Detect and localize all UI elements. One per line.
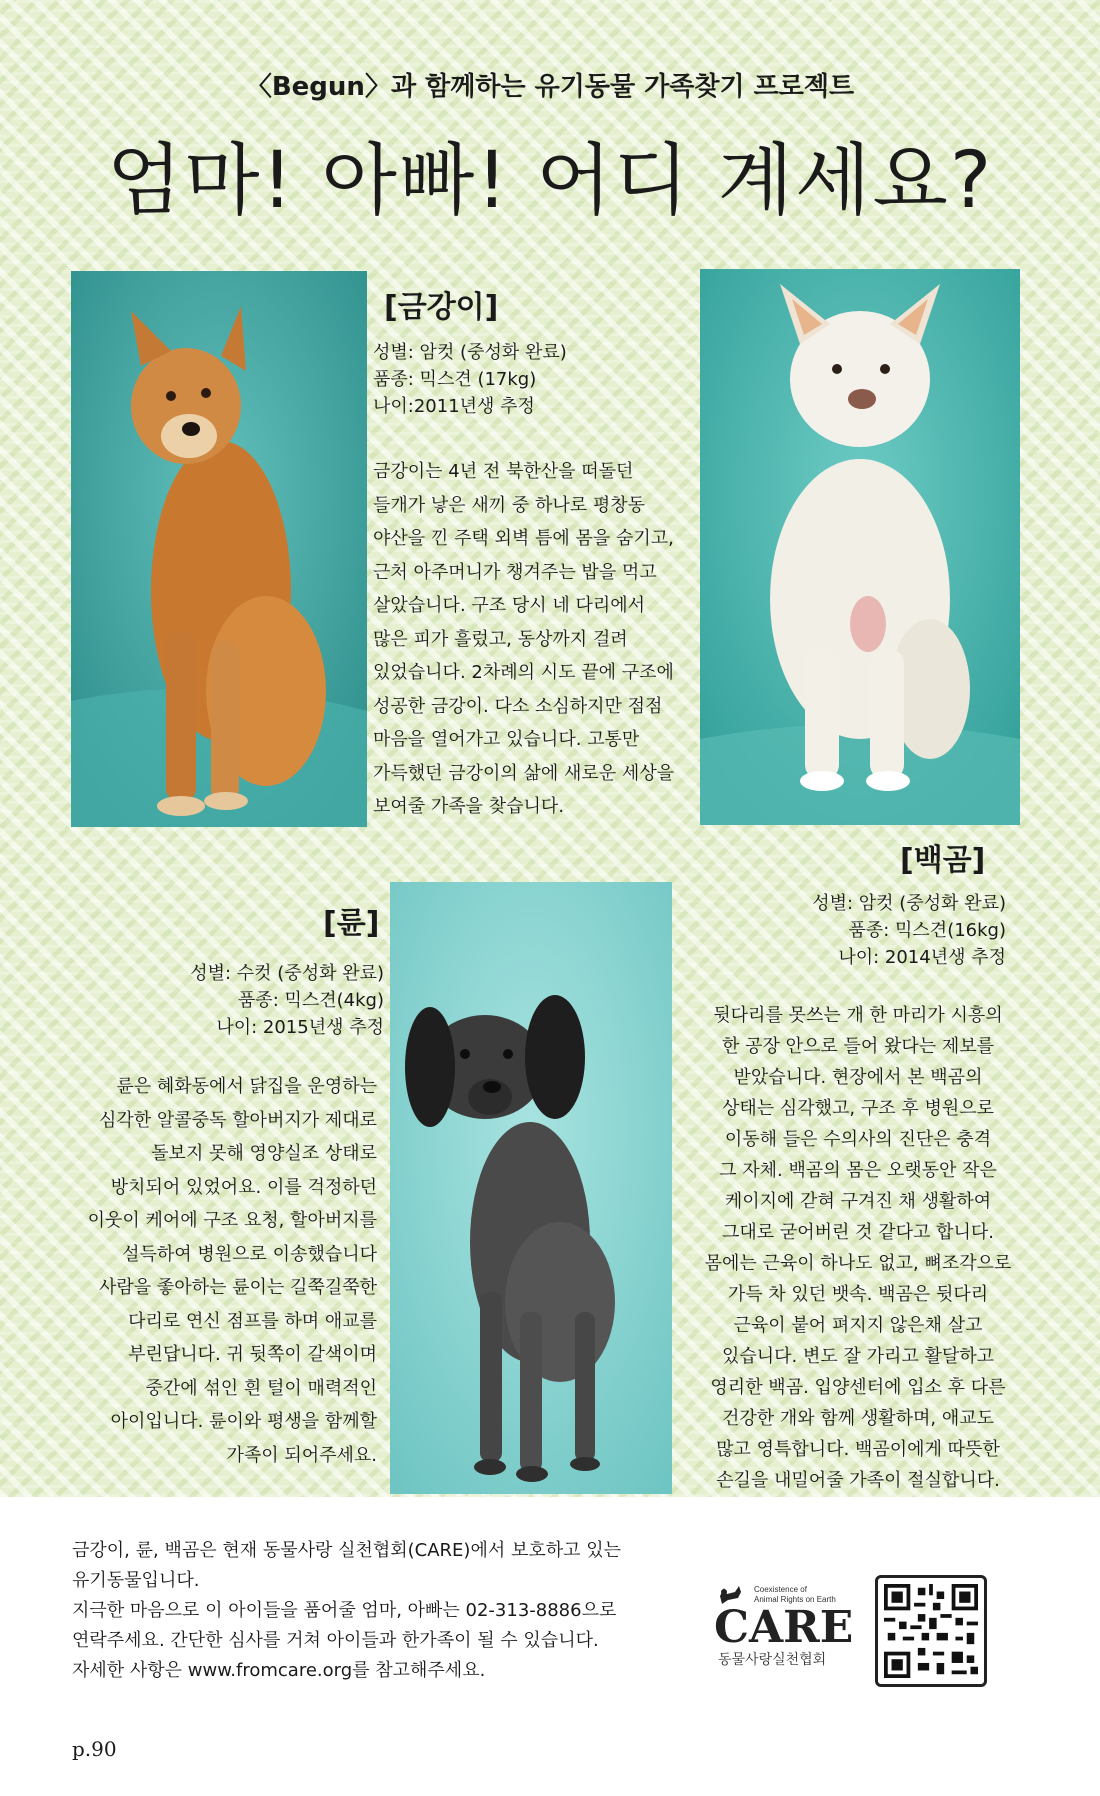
dog-info-line: 품종: 믹스견 (17kg) <box>373 369 537 390</box>
story-line: 영리한 백곰. 입양센터에 입소 후 다른 <box>710 1377 1006 1398</box>
qr-code[interactable] <box>875 1575 987 1687</box>
story-line: 상태는 심각했고, 구조 후 병원으로 <box>721 1098 995 1119</box>
dog-info-line: 나이: 2015년생 추정 <box>216 1017 384 1038</box>
dog-name-geumgang: [금강이] <box>384 290 499 325</box>
dog-info-line: 성별: 암컷 (중성화 완료) <box>812 893 1006 914</box>
story-line: 설득하여 병원으로 이송했습니다 <box>122 1243 377 1265</box>
story-line: 사람을 좋아하는 륜이는 길쭉길쭉한 <box>99 1277 377 1298</box>
logo-care-text: CARE <box>714 1602 854 1653</box>
story-line: 성공한 금강이. 다소 소심하지만 점점 <box>373 695 663 717</box>
dog-info-line: 성별: 수컷 (중성화 완료) <box>190 963 384 984</box>
footer-line: 금강이, 륜, 백곰은 현재 동물사랑 실천협회(CARE)에서 보호하고 있는 <box>72 1540 621 1561</box>
story-line: 부린답니다. 귀 뒷쪽이 갈색이며 <box>128 1344 377 1365</box>
logo-tagline-1: Coexistence of <box>754 1585 807 1594</box>
story-line: 있었습니다. 2차례의 시도 끝에 구조에 <box>373 662 674 683</box>
dog-story-ryun <box>45 1070 377 1472</box>
story-line: 근처 아주머니가 챙겨주는 밥을 먹고 <box>373 561 657 583</box>
dog-info-line: 품종: 믹스견(16kg) <box>848 920 1006 941</box>
footer-line: 유기동물입니다. <box>72 1570 200 1591</box>
story-line: 방치되어 있었어요. 이를 걱정하던 <box>110 1176 377 1198</box>
logo-tagline-2: Animal Rights on Earth <box>754 1595 836 1604</box>
story-line: 이웃이 케어에 구조 요청, 할아버지를 <box>87 1210 377 1231</box>
dog-info-line: 나이: 2014년생 추정 <box>838 947 1006 968</box>
story-line: 마음을 열어가고 있습니다. 고통만 <box>373 729 640 750</box>
story-line: 중간에 섞인 흰 털이 매력적인 <box>145 1377 377 1399</box>
care-logo-graphic <box>706 1574 856 1674</box>
dog-info-line: 품종: 믹스견(4kg) <box>237 990 384 1011</box>
dog-info-ryun <box>190 960 384 1041</box>
story-line: 많고 영특합니다. 백곰이에게 따뜻한 <box>716 1439 1000 1460</box>
story-line: 심각한 알콜중독 할아버지가 제대로 <box>99 1109 377 1131</box>
footer-line: 지극한 마음으로 이 아이들을 품어줄 엄마, 아빠는 02-313-8886으로 <box>72 1600 617 1621</box>
story-line: 손길을 내밀어줄 가족이 절실합니다. <box>716 1470 1000 1491</box>
story-line: 가족이 되어주세요. <box>226 1444 377 1466</box>
story-line: 근육이 붙어 펴지지 않은채 살고 <box>733 1315 983 1336</box>
page-title: 엄마! 아빠! 어디 계세요? <box>106 136 994 226</box>
story-line: 뒷다리를 못쓰는 개 한 마리가 시흥의 <box>713 1005 1003 1026</box>
story-line: 보여줄 가족을 찾습니다. <box>373 796 565 817</box>
dog-photo-ryun <box>390 882 672 1494</box>
dog-name-baekgom: [백곰] <box>900 843 986 878</box>
footer-notice <box>72 1536 672 1686</box>
story-line: 가득 차 있던 뱃속. 백곰은 뒷다리 <box>727 1284 989 1305</box>
story-line: 받았습니다. 현장에서 본 백곰의 <box>733 1067 983 1088</box>
dog-photo-baekgom <box>700 269 1020 825</box>
story-line: 야산을 낀 주택 외벽 틈에 몸을 숨기고, <box>373 528 674 549</box>
story-line: 가득했던 금강이의 삶에 새로운 세상을 <box>373 762 675 784</box>
story-line: 한 공장 안으로 들어 왔다는 제보를 <box>721 1036 995 1057</box>
story-line: 있습니다. 변도 잘 가리고 활달하고 <box>721 1346 995 1367</box>
story-line: 들개가 낳은 새끼 중 하나로 평창동 <box>373 494 646 516</box>
dog-info-geumgang <box>373 339 567 420</box>
story-line: 다리로 연신 점프를 하며 애교를 <box>128 1310 377 1332</box>
footer-line: 연락주세요. 간단한 심사를 거쳐 아이들과 한가족이 될 수 있습니다. <box>72 1630 599 1651</box>
dog-story-baekgom <box>688 1000 1028 1496</box>
dog-story-geumgang <box>373 455 698 824</box>
story-line: 살았습니다. 구조 당시 네 다리에서 <box>373 595 646 616</box>
story-line: 금강이는 4년 전 북한산을 떠돌던 <box>373 461 634 482</box>
story-line: 돌보지 못해 영양실조 상태로 <box>151 1143 377 1164</box>
story-line: 건강한 개와 함께 생활하며, 애교도 <box>721 1408 995 1429</box>
story-line: 많은 피가 흘렀고, 동상까지 걸려 <box>373 628 628 650</box>
footer-website-text: 자세한 사항은 www.fromcare.org를 참고해주세요. <box>72 1660 486 1681</box>
footer-line <box>72 1656 672 1686</box>
dog-info-line: 성별: 암컷 (중성화 완료) <box>373 342 567 363</box>
dog-info-baekgom <box>812 890 1006 971</box>
qr-code-pattern <box>884 1584 978 1678</box>
page-subtitle: 〈Begun〉과 함께하는 유기동물 가족찾기 프로젝트 <box>245 72 855 102</box>
story-line: 케이지에 갇혀 구겨진 채 생활하여 <box>724 1191 992 1212</box>
logo-korean-text: 동물사랑실천협회 <box>718 1652 827 1668</box>
story-line: 그대로 굳어버린 것 같다고 합니다. <box>721 1222 995 1243</box>
page-number: p.90 <box>72 1737 117 1761</box>
dog-photo-geumgang <box>71 271 367 827</box>
story-line: 륜은 혜화동에서 닭집을 운영하는 <box>116 1076 377 1097</box>
dog-info-line: 나이:2011년생 추정 <box>373 396 535 417</box>
dog-name-ryun: [륜] <box>323 906 380 941</box>
story-line: 아이입니다. 륜이와 평생을 함께할 <box>110 1411 377 1432</box>
care-logo <box>706 1574 856 1674</box>
story-line: 몸에는 근육이 하나도 없고, 뼈조각으로 <box>704 1253 1012 1274</box>
story-line: 그 자체. 백곰의 몸은 오랫동안 작은 <box>719 1160 997 1181</box>
story-line: 이동해 들은 수의사의 진단은 충격 <box>724 1129 992 1150</box>
